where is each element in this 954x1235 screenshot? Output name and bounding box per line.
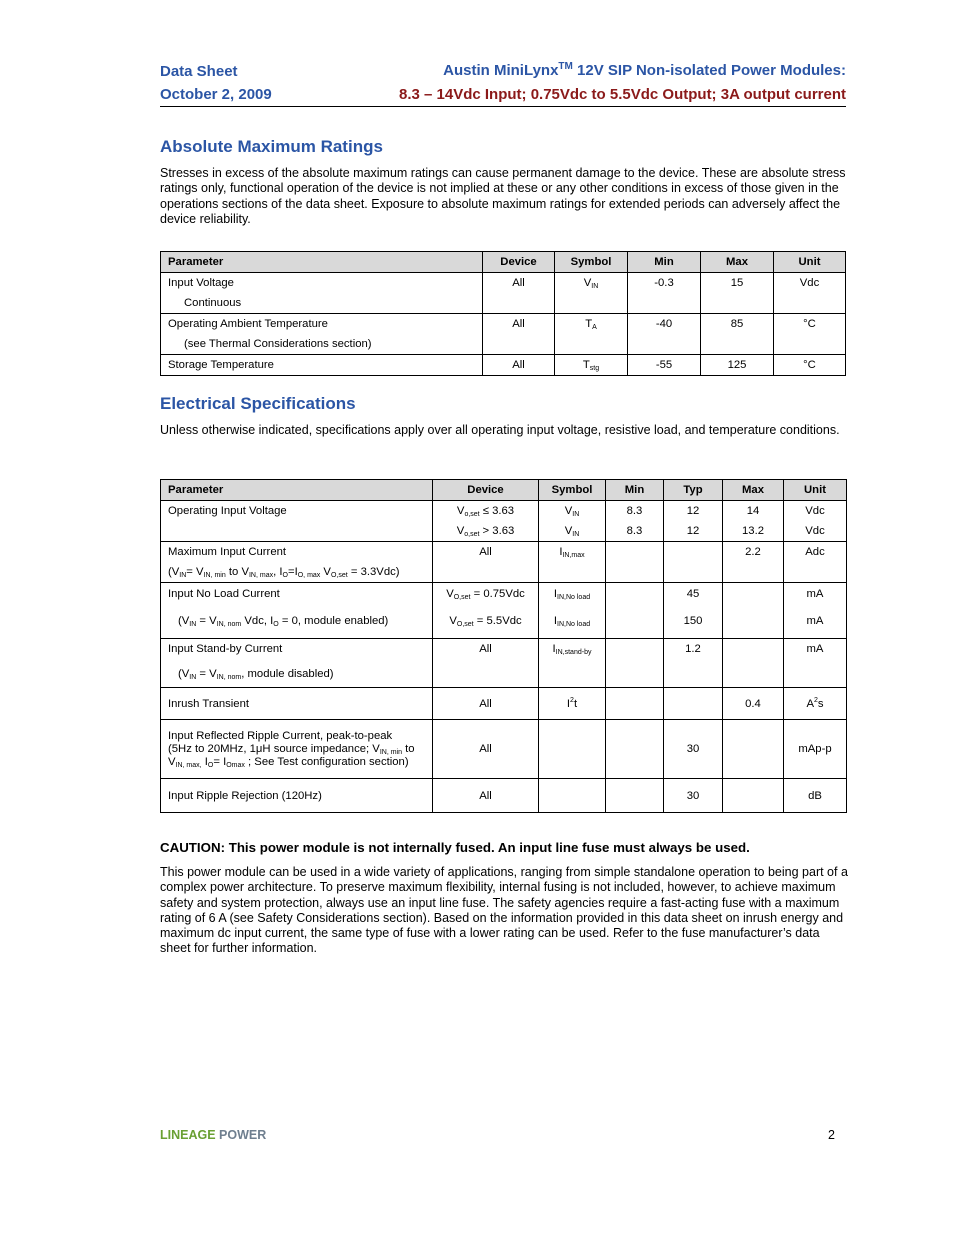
doc-date: October 2, 2009 (160, 86, 272, 103)
device-sub: O,set (456, 621, 474, 628)
max-value: 15 (730, 277, 744, 289)
abs-max-heading: Absolute Maximum Ratings (160, 137, 383, 156)
device-cell (483, 273, 555, 314)
param-label: Maximum Input Current (168, 546, 287, 558)
symbol-base: I (552, 643, 556, 655)
param-cell (161, 501, 433, 542)
trademark-mark: TM (558, 61, 573, 72)
footer-brand (160, 1128, 266, 1142)
min-cell (606, 583, 664, 639)
unit-cell (774, 355, 846, 376)
param-cell (161, 273, 483, 314)
device-post: ≤ 3.63 (479, 505, 515, 517)
device-cell (433, 639, 539, 688)
min-value: 8.3 (626, 505, 643, 517)
brand-lineage: LINEAGE (160, 1128, 216, 1142)
table-header-row (161, 252, 846, 273)
col-min: Min (628, 252, 701, 273)
typ-cell (664, 501, 723, 542)
col-unit: Unit (774, 252, 846, 273)
unit-value: Vdc (805, 525, 825, 537)
unit-value: mA (806, 615, 824, 627)
typ-value: 30 (686, 743, 700, 755)
typ-cell (664, 720, 723, 779)
device-value: All (479, 643, 492, 655)
typ-value: 150 (683, 615, 703, 627)
device-pre: V (446, 588, 454, 600)
param-sublabel: (see Thermal Considerations section) (184, 338, 372, 350)
min-value: -0.3 (654, 277, 674, 289)
symbol-sub: IN,stand-by (555, 649, 592, 656)
max-value: 14 (746, 505, 760, 517)
typ-cell (664, 639, 723, 688)
unit-value: Vdc (799, 277, 820, 289)
max-cell (723, 501, 784, 542)
col-max: Max (723, 480, 784, 501)
table-row (161, 355, 846, 376)
symbol-base: I (553, 588, 558, 600)
param-label: Storage Temperature (168, 359, 274, 371)
symbol-post: t (573, 697, 578, 710)
table-row (161, 314, 846, 355)
param-cell (161, 355, 483, 376)
col-parameter: Parameter (161, 252, 483, 273)
unit-cell (784, 542, 847, 583)
max-cell (723, 779, 784, 813)
min-cell (606, 688, 664, 720)
unit-value: Vdc (805, 505, 825, 517)
col-parameter: Parameter (161, 480, 433, 501)
table-row (161, 273, 846, 314)
table-row (161, 583, 847, 639)
min-cell (606, 542, 664, 583)
min-cell (628, 273, 701, 314)
param-condition: ($V_{IN} = V_{IN, nom}$, module disabled) (178, 668, 334, 681)
unit-cell (774, 314, 846, 355)
max-cell (701, 355, 774, 376)
typ-value: 30 (686, 789, 700, 802)
symbol-base: V (564, 505, 573, 517)
min-value: 8.3 (626, 525, 643, 537)
unit-value: mAp-p (798, 743, 832, 755)
max-value: 0.4 (745, 697, 761, 710)
param-condition: (5Hz to 20MHz, 1μH source impedance; V (168, 742, 380, 755)
min-cell (628, 355, 701, 376)
symbol-sub: IN,max (562, 552, 585, 559)
param-label: Input Reflected Ripple Current, peak-to-peak (168, 729, 393, 742)
param-cell (161, 688, 433, 720)
device-value: All (479, 789, 492, 802)
elec-table (160, 479, 847, 813)
max-value: 125 (727, 359, 747, 371)
unit-value: mA (806, 643, 824, 655)
param-label: Input Voltage (168, 277, 234, 289)
unit-cell (784, 639, 847, 688)
unit-cell (784, 720, 847, 779)
device-cell (433, 542, 539, 583)
header-rule (160, 106, 846, 107)
typ-value: 1.2 (685, 643, 701, 655)
max-cell (723, 639, 784, 688)
max-cell (723, 542, 784, 583)
max-cell (701, 273, 774, 314)
symbol-cell (539, 688, 606, 720)
unit-value: dB (808, 789, 822, 802)
unit-cell (784, 583, 847, 639)
caution-title: CAUTION: This power module is not internally fused. An input line fuse must always be used. (160, 840, 750, 855)
param-condition: ($V_{IN} = V_{IN, nom}$ Vdc, $I_O = 0$, module enabled) (178, 615, 389, 628)
table-row (161, 542, 847, 583)
elec-intro: Unless otherwise indicated, specifications apply over all operating input voltage, resistive load, and temperature conditions. (160, 423, 840, 437)
col-device: Device (433, 480, 539, 501)
param-label: Operating Ambient Temperature (168, 318, 328, 330)
typ-value: 12 (686, 505, 700, 517)
unit-value: °C (803, 318, 816, 330)
abs-max-intro: Stresses in excess of the absolute maximum ratings can cause permanent damage to the device. These are absolute stress ratings only, functional operation of the device is not implied at these or any other conditions in excess of those given in the operations sections of the data sheet. Exposure to absolute maximum ratings for extended periods can adversely affect the device reliability. (160, 166, 846, 226)
product-title (443, 61, 846, 79)
col-unit: Unit (784, 480, 847, 501)
symbol-sub: IN,No load (557, 621, 591, 628)
table-row (161, 779, 847, 813)
doc-type: Data Sheet (160, 63, 238, 80)
caution-body: This power module can be used in a wide variety of applications, ranging from simple standalone operation to being part of a complex power architecture. To preserve maximum flexibility, internal fusing is not included, however, to achieve maximum safety and system protection, always use an input line fuse. The safety agencies require a fast-acting fuse with a maximum rating of 6 A (see Safety Considerations section). Based on the information provided in this data sheet on inrush energy and maximum dc input current, the same type of fuse with a lower rating can be used. Refer to the fuse manufacturer’s data sheet for further information. (160, 865, 848, 956)
max-cell (723, 720, 784, 779)
min-cell (606, 779, 664, 813)
symbol-sup: 2 (570, 696, 574, 704)
col-symbol: Symbol (555, 252, 628, 273)
symbol-cell (555, 355, 628, 376)
symbol-cell (555, 273, 628, 314)
unit-value: °C (803, 359, 816, 371)
table-row (161, 688, 847, 720)
unit-cell (774, 273, 846, 314)
param-label: Inrush Transient (168, 697, 250, 710)
device-value: All (512, 359, 525, 371)
symbol-sub: IN (572, 531, 580, 538)
typ-value: 12 (686, 525, 700, 537)
device-post: > 3.63 (479, 525, 515, 537)
unit-post: s (817, 697, 824, 710)
device-cell (433, 688, 539, 720)
symbol-sub: A (592, 324, 597, 331)
unit-cell (784, 779, 847, 813)
page-number: 2 (828, 1128, 835, 1142)
symbol-cell (555, 314, 628, 355)
param-label: Operating Input Voltage (168, 505, 287, 517)
min-value: -40 (655, 318, 673, 330)
param-sublabel: Continuous (184, 297, 242, 309)
symbol-cell (539, 639, 606, 688)
device-pre: V (456, 525, 465, 537)
product-title-suffix: 12V SIP Non-isolated Power Modules: (572, 62, 846, 79)
brand-power: POWER (215, 1128, 267, 1142)
device-cell (433, 583, 539, 639)
symbol-cell (539, 720, 606, 779)
device-post: = 0.75Vdc (470, 588, 525, 600)
table-row (161, 501, 847, 542)
typ-cell (664, 583, 723, 639)
table-row (161, 639, 847, 688)
device-value: All (479, 743, 492, 755)
device-cell (483, 355, 555, 376)
device-sub: o,set (464, 531, 480, 538)
min-cell (606, 501, 664, 542)
symbol-base: V (583, 277, 592, 289)
device-cell (433, 779, 539, 813)
unit-pre: A (806, 697, 814, 710)
symbol-sub: stg (589, 365, 600, 372)
table-header-row (161, 480, 847, 501)
symbol-sub: IN,No load (557, 594, 591, 601)
abs-max-table (160, 251, 846, 376)
device-sub: O,set (453, 594, 471, 601)
col-symbol: Symbol (539, 480, 606, 501)
symbol-base: T (585, 318, 593, 330)
elec-heading: Electrical Specifications (160, 394, 356, 413)
product-title-prefix: Austin MiniLynx (443, 62, 559, 79)
unit-cell (784, 688, 847, 720)
param-label: Input No Load Current (168, 588, 280, 600)
symbol-base: T (582, 359, 590, 371)
min-cell (628, 314, 701, 355)
device-sub: o,set (464, 511, 480, 518)
device-value: All (479, 546, 492, 558)
device-value: All (512, 318, 525, 330)
symbol-sub: IN (591, 283, 599, 290)
unit-value: Adc (805, 546, 825, 558)
param-condition: ($V_{IN}= V_{IN, min}$ to $V_{IN, max}$, $I_O=I_{O, max}$ $V_{O,set} = 3.3Vdc$) (168, 566, 400, 579)
col-typ: Typ (664, 480, 723, 501)
max-value: 13.2 (742, 525, 764, 537)
min-value: -55 (655, 359, 673, 371)
typ-cell (664, 688, 723, 720)
symbol-cell (539, 583, 606, 639)
product-subtitle: 8.3 – 14Vdc Input; 0.75Vdc to 5.5Vdc Output; 3A output current (398, 86, 846, 103)
symbol-cell (539, 501, 606, 542)
symbol-base: I (553, 615, 558, 627)
typ-cell (664, 779, 723, 813)
device-value: All (479, 697, 492, 710)
min-cell (606, 720, 664, 779)
max-value: 2.2 (745, 546, 761, 558)
max-value: 85 (730, 318, 744, 330)
param-label: Input Stand-by Current (168, 643, 283, 655)
symbol-base: I (566, 697, 571, 710)
symbol-cell (539, 779, 606, 813)
symbol-base: V (564, 525, 573, 537)
unit-value: mA (806, 588, 824, 600)
col-max: Max (701, 252, 774, 273)
param-label: Input Ripple Rejection (120Hz) (168, 789, 322, 802)
min-cell (606, 639, 664, 688)
symbol-cell (539, 542, 606, 583)
param-cell (161, 542, 433, 583)
device-cell (433, 720, 539, 779)
symbol-base: I (559, 546, 563, 558)
device-cell (433, 501, 539, 542)
device-cell (483, 314, 555, 355)
device-post: = 5.5Vdc (473, 615, 522, 627)
param-cell: Input Reflected Ripple Current, peak-to-peak (5Hz to 20MHz, 1μH source impedance; $V_{IN, min}$ to $V_{IN, max,}$ $I_O= I_{Omax}$ ; See Test configuration section) (161, 720, 433, 779)
table-row (161, 720, 847, 779)
max-cell (723, 688, 784, 720)
device-value: All (512, 277, 525, 289)
max-cell (723, 583, 784, 639)
device-pre: V (449, 615, 457, 627)
max-cell (701, 314, 774, 355)
unit-cell (784, 501, 847, 542)
param-cell (161, 639, 433, 688)
param-cell (161, 779, 433, 813)
symbol-sub: IN (572, 511, 580, 518)
typ-cell (664, 542, 723, 583)
typ-value: 45 (686, 588, 700, 600)
device-pre: V (456, 505, 465, 517)
param-cell (161, 583, 433, 639)
param-cell (161, 314, 483, 355)
unit-sup: 2 (813, 696, 818, 704)
col-min: Min (606, 480, 664, 501)
col-device: Device (483, 252, 555, 273)
